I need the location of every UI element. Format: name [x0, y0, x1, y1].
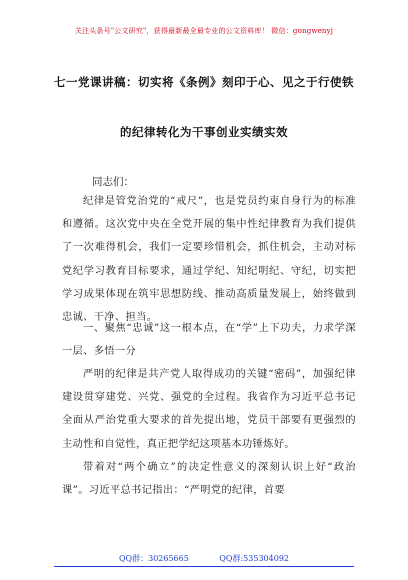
footer-qq-group-1: QQ群：30265665: [118, 554, 189, 563]
paragraph: 纪律是管党治党的“戒尺”，也是党员约束自身行为的标准和遵循。这次党中央在全党开展的集中性纪律教育为我们提供了一次难得机会，我们一定要珍惜机会，抓住机会，主动对标党纪学习教育目标要求，通过学纪、知纪明纪、守纪，切实把学习成果体现在筑牢思想防线、推动高质量发展上，始终做到忠诚、干净、担当。: [62, 196, 356, 324]
section-heading: 一、聚焦“忠诚”这一根本点，在“学”上下功夫，力求学深一层、多悟一分: [62, 323, 356, 358]
footer-divider: [54, 566, 354, 567]
footer-qq-group-2: QQ群:535304092: [219, 554, 289, 563]
greeting: 同志们：: [92, 176, 134, 188]
paragraph: 严明的纪律是共产党人取得成功的关键“密码”，加强纪律建设贯穿建党、兴党、强党的全过程。我省作为习近平总书记全面从严治党重大要求的首先提出地，党员干部要有更强烈的主动性和自觉性，真正把学纪这项基本功锤炼好。: [62, 369, 356, 450]
paragraph: 带着对“两个确立”的决定性意义的深刻认识上好“政治课”。习近平总书记指出：“严明党的纪律，首要: [62, 462, 356, 497]
footer: [0, 553, 408, 564]
header-banner: 关注头条号"公文研究"，获得最新最全最专业的公文资料库！ 微信：gongwenyj: [74, 27, 334, 35]
document-title-line-1: 七一党课讲稿：切实将《条例》刻印于心、见之于行使铁: [54, 75, 354, 89]
document-title-line-2: 的纪律转化为干事创业实绩实效: [120, 125, 288, 139]
